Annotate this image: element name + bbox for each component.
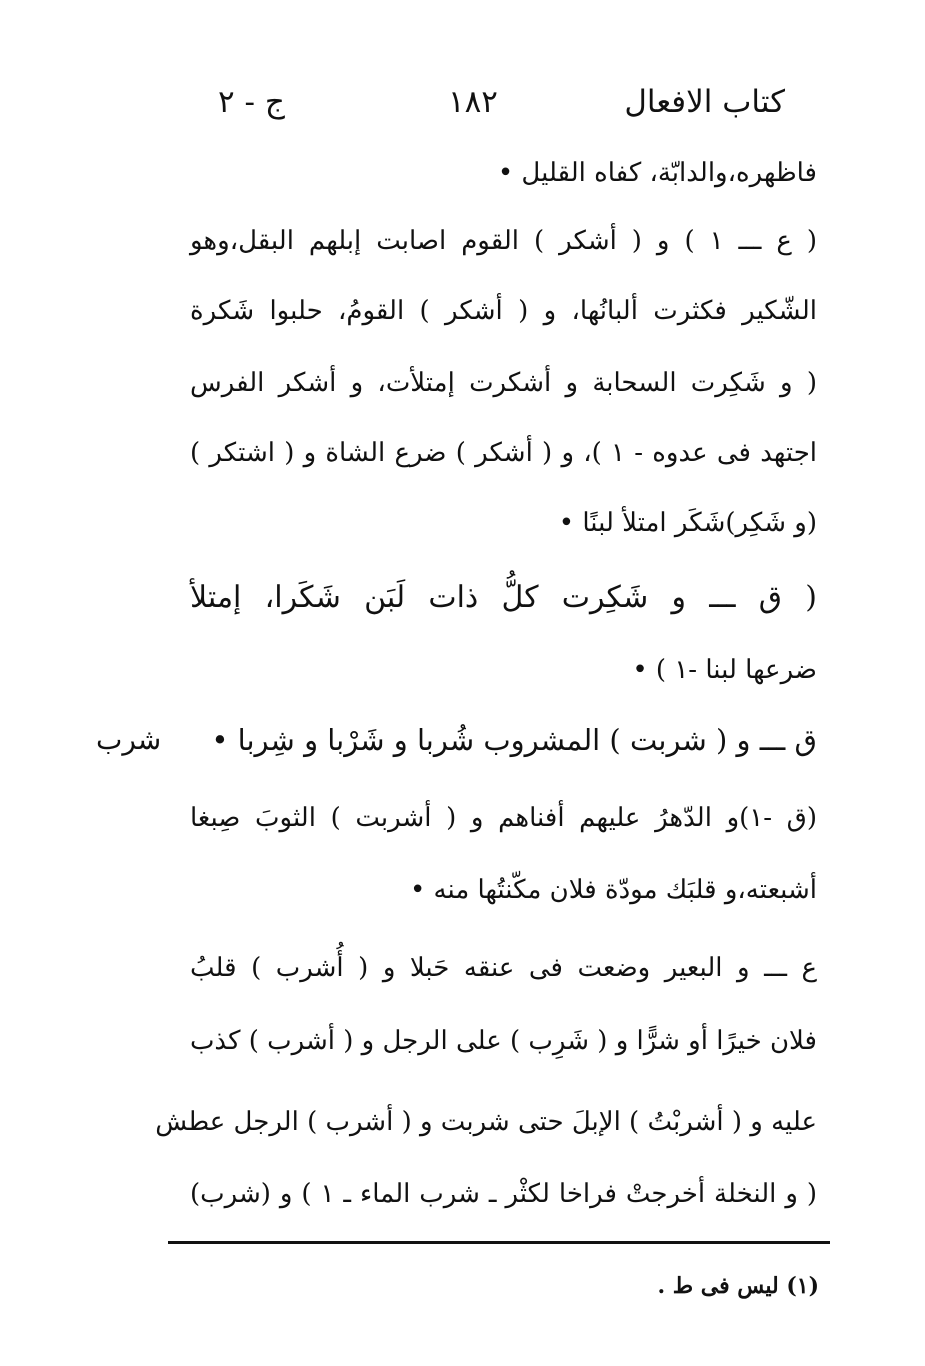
text-line: أشبعته،و قلبَك مودّة فلان مكّنتُها منه •: [409, 875, 817, 905]
volume-label: ج - ٢: [218, 84, 285, 120]
text-line: عليه و ( أشربْتُ ) الإبلَ حتى شربت و ( أشرب ) الرجل عطش: [155, 1107, 817, 1137]
text-line: ق ـــ و ( شربت ) المشروب شُربا و شَرْبا و شِربا •: [211, 723, 817, 757]
footnote: (١) ليس فى ط .: [657, 1273, 819, 1299]
text-line: ( ق ـــ و شَكِرت كلُّ ذات لَبَن شَكَرا، إمتلأ: [190, 580, 817, 615]
footnote-divider: [168, 1241, 830, 1244]
text-line: (و شَكِر)شَكَر امتلأ لبنًا •: [558, 508, 817, 538]
text-line: ضرعها لبنا -١ ) •: [632, 655, 817, 685]
text-line: ( و النخلة أخرجتْ فراخا لكثْر ـ شرب الماء ـ ١ ) و (شرب): [190, 1179, 818, 1209]
text-line: (ق -١)و الدّهرُ عليهم أفناهم و ( أشربت ) الثوبَ صِبغا: [190, 803, 817, 833]
text-line: الشّكير فكثرت ألبانُها، و ( أشكر ) القومُ، حلبوا شَكرة: [190, 296, 817, 326]
running-title: كتاب الافعال: [624, 84, 785, 120]
text-line: اجتهد فى عدوه - ١ )، و ( أشكر ) ضرع الشاة و ( اشتكر ): [190, 438, 817, 468]
text-line: فاظهره،والدابّة، كفاه القليل •: [497, 158, 817, 188]
text-line: ع ـــ و البعير وضعت فى عنقه حَبلا و ( أُشرب ) قلبُ: [190, 953, 817, 983]
page-number: ١٨٢: [448, 84, 498, 120]
text-line: ( و شَكِرت السحابة و أشكرت إمتلأت، و أشكر الفرس: [190, 368, 817, 398]
text-line: ( ع ـــ ١ ) و ( أشكر ) القوم اصابت إبلهم البقل،وهو: [190, 226, 817, 256]
text-line: فلان خيرًا أو شرًّا و ( شَرِب ) على الرجل و ( أشرب ) كذب: [189, 1026, 817, 1056]
margin-headword: شرب: [96, 723, 162, 756]
